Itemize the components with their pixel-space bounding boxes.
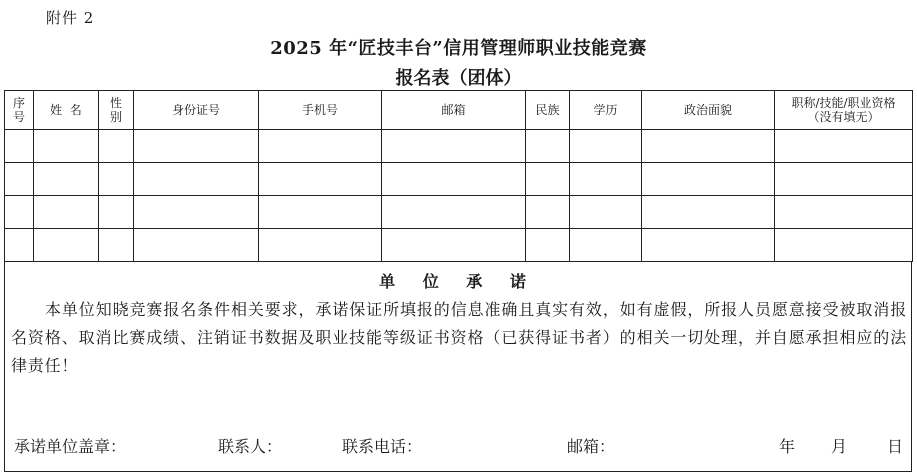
attachment-label: 附件 2 <box>46 9 95 27</box>
cell[interactable] <box>526 229 570 262</box>
email-label: 邮箱： <box>567 437 616 456</box>
col-header-education: 学历 <box>570 91 642 130</box>
header-row <box>5 91 913 130</box>
table-row <box>5 196 913 229</box>
col-header-political-status: 政治面貌 <box>642 91 775 130</box>
cell[interactable] <box>259 196 382 229</box>
cell[interactable] <box>34 196 99 229</box>
col-header-gender: 性别 <box>99 91 134 130</box>
cell[interactable] <box>259 130 382 163</box>
year-label: 年 <box>779 437 796 456</box>
cell[interactable] <box>382 163 526 196</box>
cell[interactable] <box>259 229 382 262</box>
cell[interactable] <box>382 130 526 163</box>
cell[interactable] <box>570 130 642 163</box>
cell[interactable] <box>34 163 99 196</box>
cell[interactable] <box>5 196 34 229</box>
col-header-phone: 手机号 <box>259 91 382 130</box>
cell[interactable] <box>570 229 642 262</box>
cell[interactable] <box>382 229 526 262</box>
cell[interactable] <box>526 196 570 229</box>
cell[interactable] <box>5 229 34 262</box>
col-header-email: 邮箱 <box>382 91 526 130</box>
registration-table <box>4 90 913 262</box>
day-label: 日 <box>887 437 904 456</box>
col-header-qualification: 职称/技能/职业资格（没有填无） <box>775 91 913 130</box>
cell[interactable] <box>642 229 775 262</box>
cell[interactable] <box>642 163 775 196</box>
pledge-text: 本单位知晓竞赛报名条件相关要求，承诺保证所填报的信息准确且真实有效，如有虚假，所报人员愿意接受被取消报名资格、取消比赛成绩、注销证书数据及职业技能等级证书资格（已获得证书者）的相关一切处理，并自愿承担相应的法律责任！ <box>11 300 907 375</box>
cell[interactable] <box>526 130 570 163</box>
signature-row <box>0 434 917 458</box>
cell[interactable] <box>642 196 775 229</box>
table-row <box>5 229 913 262</box>
cell[interactable] <box>775 163 913 196</box>
form-subtitle: 报名表（团体） <box>395 68 522 89</box>
seal-label: 承诺单位盖章： <box>14 437 127 456</box>
cell[interactable] <box>99 163 134 196</box>
contact-person-label: 联系人： <box>218 437 283 456</box>
cell[interactable] <box>259 163 382 196</box>
col-header-ethnicity: 民族 <box>526 91 570 130</box>
cell[interactable] <box>99 130 134 163</box>
cell[interactable] <box>775 130 913 163</box>
contact-phone-label: 联系电话： <box>342 437 423 456</box>
cell[interactable] <box>34 229 99 262</box>
col-header-id-number: 身份证号 <box>134 91 259 130</box>
cell[interactable] <box>382 196 526 229</box>
cell[interactable] <box>34 130 99 163</box>
cell[interactable] <box>134 130 259 163</box>
cell[interactable] <box>99 229 134 262</box>
form-title: 2025 年“匠技丰台”信用管理师职业技能竞赛 <box>270 38 647 59</box>
table-row <box>5 163 913 196</box>
col-header-name: 姓 名 <box>34 91 99 130</box>
cell[interactable] <box>134 229 259 262</box>
cell[interactable] <box>134 196 259 229</box>
cell[interactable] <box>570 196 642 229</box>
cell[interactable] <box>642 130 775 163</box>
cell[interactable] <box>134 163 259 196</box>
cell[interactable] <box>775 229 913 262</box>
cell[interactable] <box>570 163 642 196</box>
cell[interactable] <box>5 130 34 163</box>
table-row <box>5 130 913 163</box>
cell[interactable] <box>99 196 134 229</box>
cell[interactable] <box>775 196 913 229</box>
cell[interactable] <box>5 163 34 196</box>
month-label: 月 <box>831 437 848 456</box>
cell[interactable] <box>526 163 570 196</box>
col-header-index: 序号 <box>5 91 34 130</box>
pledge-title: 单 位 承 诺 <box>379 272 537 291</box>
